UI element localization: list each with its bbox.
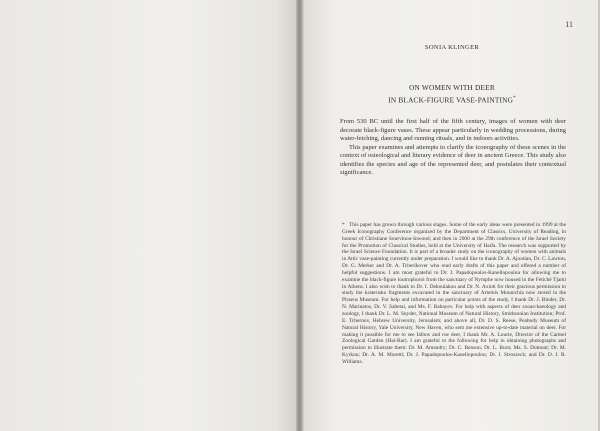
page-number: 11 xyxy=(565,20,573,29)
right-page xyxy=(304,0,600,431)
article-title xyxy=(304,83,600,105)
title-line-1: ON WOMEN WITH DEER xyxy=(409,83,495,92)
running-head-author: SONIA KLINGER xyxy=(424,44,480,51)
abstract-paragraph-1: From 530 BC until the first half of the fifth century, images of women with deer decorate black-figure vases. These appear particularly in wedding processions, during water-fetching, dancing and running rituals, and in indoors activities. xyxy=(340,118,566,142)
footnote xyxy=(342,222,566,366)
title-line-2-text: IN BLACK-FIGURE VASE-PAINTING xyxy=(388,94,514,104)
footnote-mark: * xyxy=(342,222,345,228)
footnote-paragraph xyxy=(342,222,566,366)
abstract-paragraph-2: This paper examines and attempts to clarify the iconography of these scenes in the context of osteological and literary evidence of deer in ancient Greece. This study also identifies the species and age of the represented deer, and postulates their contextual significance. xyxy=(340,143,566,176)
footnote-text: This paper has grown through various stages. Some of the early ideas were presented in 1999 at the Greek Iconography Conference organized by the Department of Classics, University of Reading, in honour of Christiane Sourvinou-Inwood; and then in 2000 at the 29th conference of the Israel Society for the Promotion of Classical Studies, held at the University of Haifa. The research was supported by the Israel Science Foundation. It is part of a broader study on the iconography of women with animals in Attic vase-painting currently under preparation. I would like to thank Dr. A. Ajootian, Dr. C. Lawton, Dr. G. Merker and Dr. A. Tcherikover who read early drafts of this paper and offered a number of helpful suggestions. I am most grateful to Dr. J. Papadopoulos-Kanellopoulou for allowing me to examine the black-figure loutrophoroi from the sanctuary of Nymphe now housed in the Fetiché Tjami in Athens. I also wish to thank to Dr. I. Dekoulakou and Dr. N. Axioti for their gracious permission to study the kraterisko fragments excavated in the sanctuary of Artemis Mounichia now stored in the Piraeus Museum. For help and information on particular points of the study, I thank Dr. J. Binder, Dr. N. Marinatos, Dr. V. Sabetai, and Ms. F. Bahayev. For help with aspects of deer zooarchaeology and zoology, I thank Dr. L. M. Snyder, National Museum of Natural History, Smithsonian Institution; Prof. E. Tchernov, Hebrew University, Jerusalem; and above all, Dr. D. S. Reese, Peabody Museum of Natural History, Yale University, New Haven, who sent me extensive up-to-date material on deer. For making it possible for me to see fallow and roe deer, I thank Mr. A. Lourie, Director of the Carmel Zoological Garden (Hai-Bar). I am grateful to the following for help in obtaining photographs and permission to illustrate them: Dr. M. Amandry; Dr. C. Benson; Dr. L. Burn; Ms. S. Dumont; Dr. M. Kyrkou; Dr. A. M. Moretti; Dr. J. Papadopoulos-Kanellopoulou; Dr. J. Stroszeck; and Dr. D. J. R. Williams. xyxy=(342,222,566,365)
book-gutter xyxy=(296,0,304,431)
title-footnote-mark: * xyxy=(513,95,516,101)
abstract xyxy=(340,118,566,178)
title-line-2 xyxy=(304,94,600,106)
